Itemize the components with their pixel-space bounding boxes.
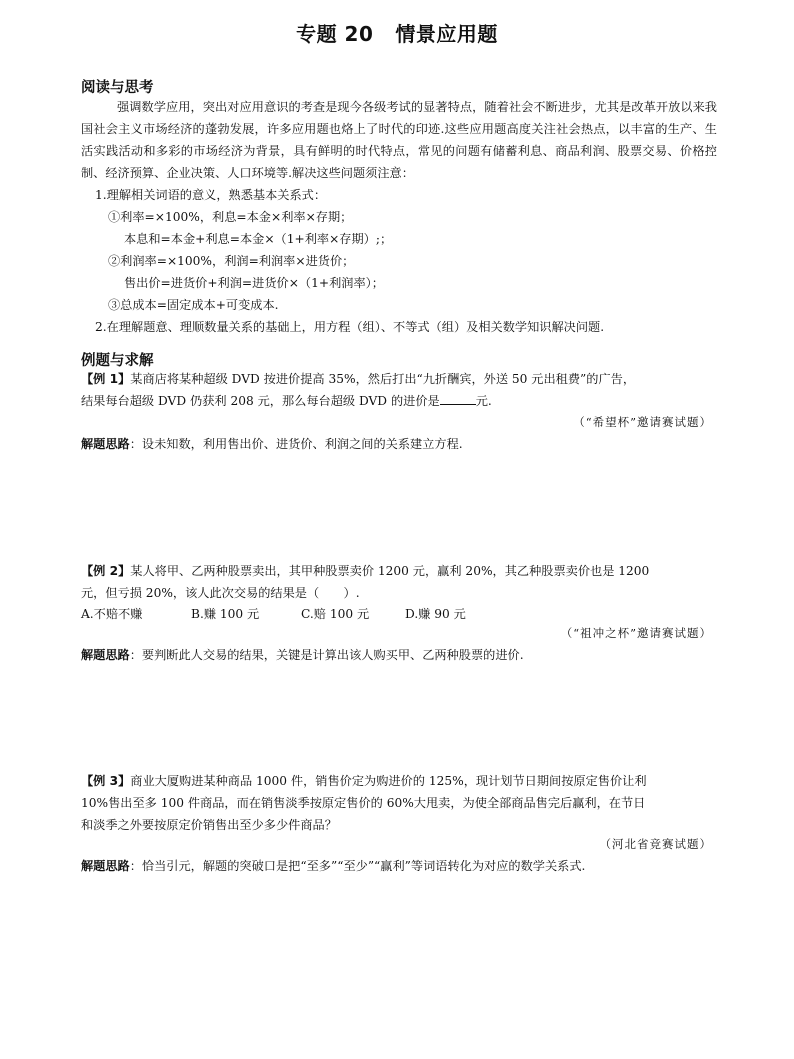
page-title	[0, 18, 794, 47]
reading-heading: 阅读与思考	[81, 80, 154, 96]
example-1-line-1	[81, 368, 635, 390]
example-1-text-a: 某商店将某种超级 DVD 按进价提高 35%，然后打出“九折酬宾，外送 50 元出租费”的广告，	[130, 372, 636, 386]
solution-label: 解题思路	[81, 648, 130, 662]
example-1-source: （“希望杯”邀请赛试题）	[573, 415, 712, 429]
point-2: 2.在理解题意、理顺数量关系的基础上，用方程（组）、不等式（组）及相关数学知识解决问题.	[95, 320, 605, 334]
formula-interest-rate: ①利率=×100%，利息=本金×利率×存期；	[108, 210, 353, 224]
example-3-tag: 【例 3】	[81, 774, 131, 788]
formula-principal-interest: 本息和=本金+利息=本金×（1+利率×存期）;；	[124, 232, 393, 246]
example-2-options	[81, 603, 466, 625]
example-2-text-a: 某人将甲、乙两种股票卖出，其甲种股票卖价 1200 元，赢利 20%，其乙种股票卖价也是 1200	[130, 564, 650, 578]
solution-text: ：恰当引元，解题的突破口是把“至多”“至少”“赢利”等词语转化为对应的数学关系式.	[129, 859, 586, 873]
example-3-source: （河北省竞赛试题）	[599, 837, 712, 851]
example-1-tag: 【例 1】	[81, 372, 131, 386]
example-3-text-a: 商业大厦购进某种商品 1000 件，销售价定为购进价的 125%，现计划节日期间按原定售价让利	[130, 774, 647, 788]
formula-profit-rate: ②利润率=×100%，利润=利润率×进货价；	[108, 254, 355, 268]
example-2-line-2: 元，但亏损 20%，该人此次交易的结果是（ ）.	[81, 586, 360, 600]
example-1-solution	[81, 433, 463, 455]
reading-intro: 强调数学应用，突出对应用意识的考查是现今各级考试的显著特点，随着社会不断进步，尤其是改革开放以来我国社会主义市场经济的蓬勃发展，许多应用题也烙上了时代的印迹.这些应用题高度关注社会热点，以丰富的生产、生活实践活动和多彩的市场经济为背景，具有鲜明的时代特点，常见的问题有储蓄利息、商品利润、股票交易、价格控制、经济预算、企业决策、人口环境等.解决这些问题须注意：	[81, 100, 717, 180]
solution-text: ：要判断此人交易的结果，关键是计算出该人购买甲、乙两种股票的进价.	[129, 648, 524, 662]
point-1: 1.理解相关词语的意义，熟悉基本关系式：	[95, 188, 327, 202]
example-3-line-3: 和淡季之外要按原定价销售出至少多少件商品？	[81, 818, 337, 832]
formula-sale-price: 售出价=进货价+利润=进货价×（1+利润率）；	[124, 276, 384, 290]
option-b: B.赚 100 元	[191, 607, 260, 621]
examples-heading: 例题与求解	[81, 353, 154, 369]
title-name: 情景应用题	[395, 22, 498, 46]
option-c: C.赔 100 元	[301, 607, 370, 621]
example-1-text-c: 元.	[475, 394, 492, 408]
example-2-solution	[81, 644, 524, 666]
example-1-line-2	[81, 390, 492, 412]
solution-text: ：设未知数，利用售出价、进货价、利润之间的关系建立方程.	[129, 437, 463, 451]
example-3-solution	[81, 855, 585, 877]
solution-label: 解题思路	[81, 437, 130, 451]
answer-blank	[440, 392, 476, 405]
example-3-line-2: 10%售出至多 100 件商品，而在销售淡季按原定售价的 60%大甩卖，为使全部商品售完后赢利，在节日	[81, 796, 646, 810]
example-2-tag: 【例 2】	[81, 564, 131, 578]
option-d: D.赚 90 元	[405, 607, 466, 621]
formula-total-cost: ③总成本=固定成本+可变成本.	[108, 298, 279, 312]
title-topic: 专题 20	[296, 22, 374, 46]
option-a: A.不赔不赚	[81, 607, 143, 621]
example-3-line-1	[81, 770, 647, 792]
example-2-source: （“祖冲之杯”邀请赛试题）	[560, 626, 712, 640]
solution-label: 解题思路	[81, 859, 130, 873]
example-1-text-b: 结果每台超级 DVD 仍获利 208 元，那么每台超级 DVD 的进价是	[81, 394, 440, 408]
example-2-line-1	[81, 560, 649, 582]
